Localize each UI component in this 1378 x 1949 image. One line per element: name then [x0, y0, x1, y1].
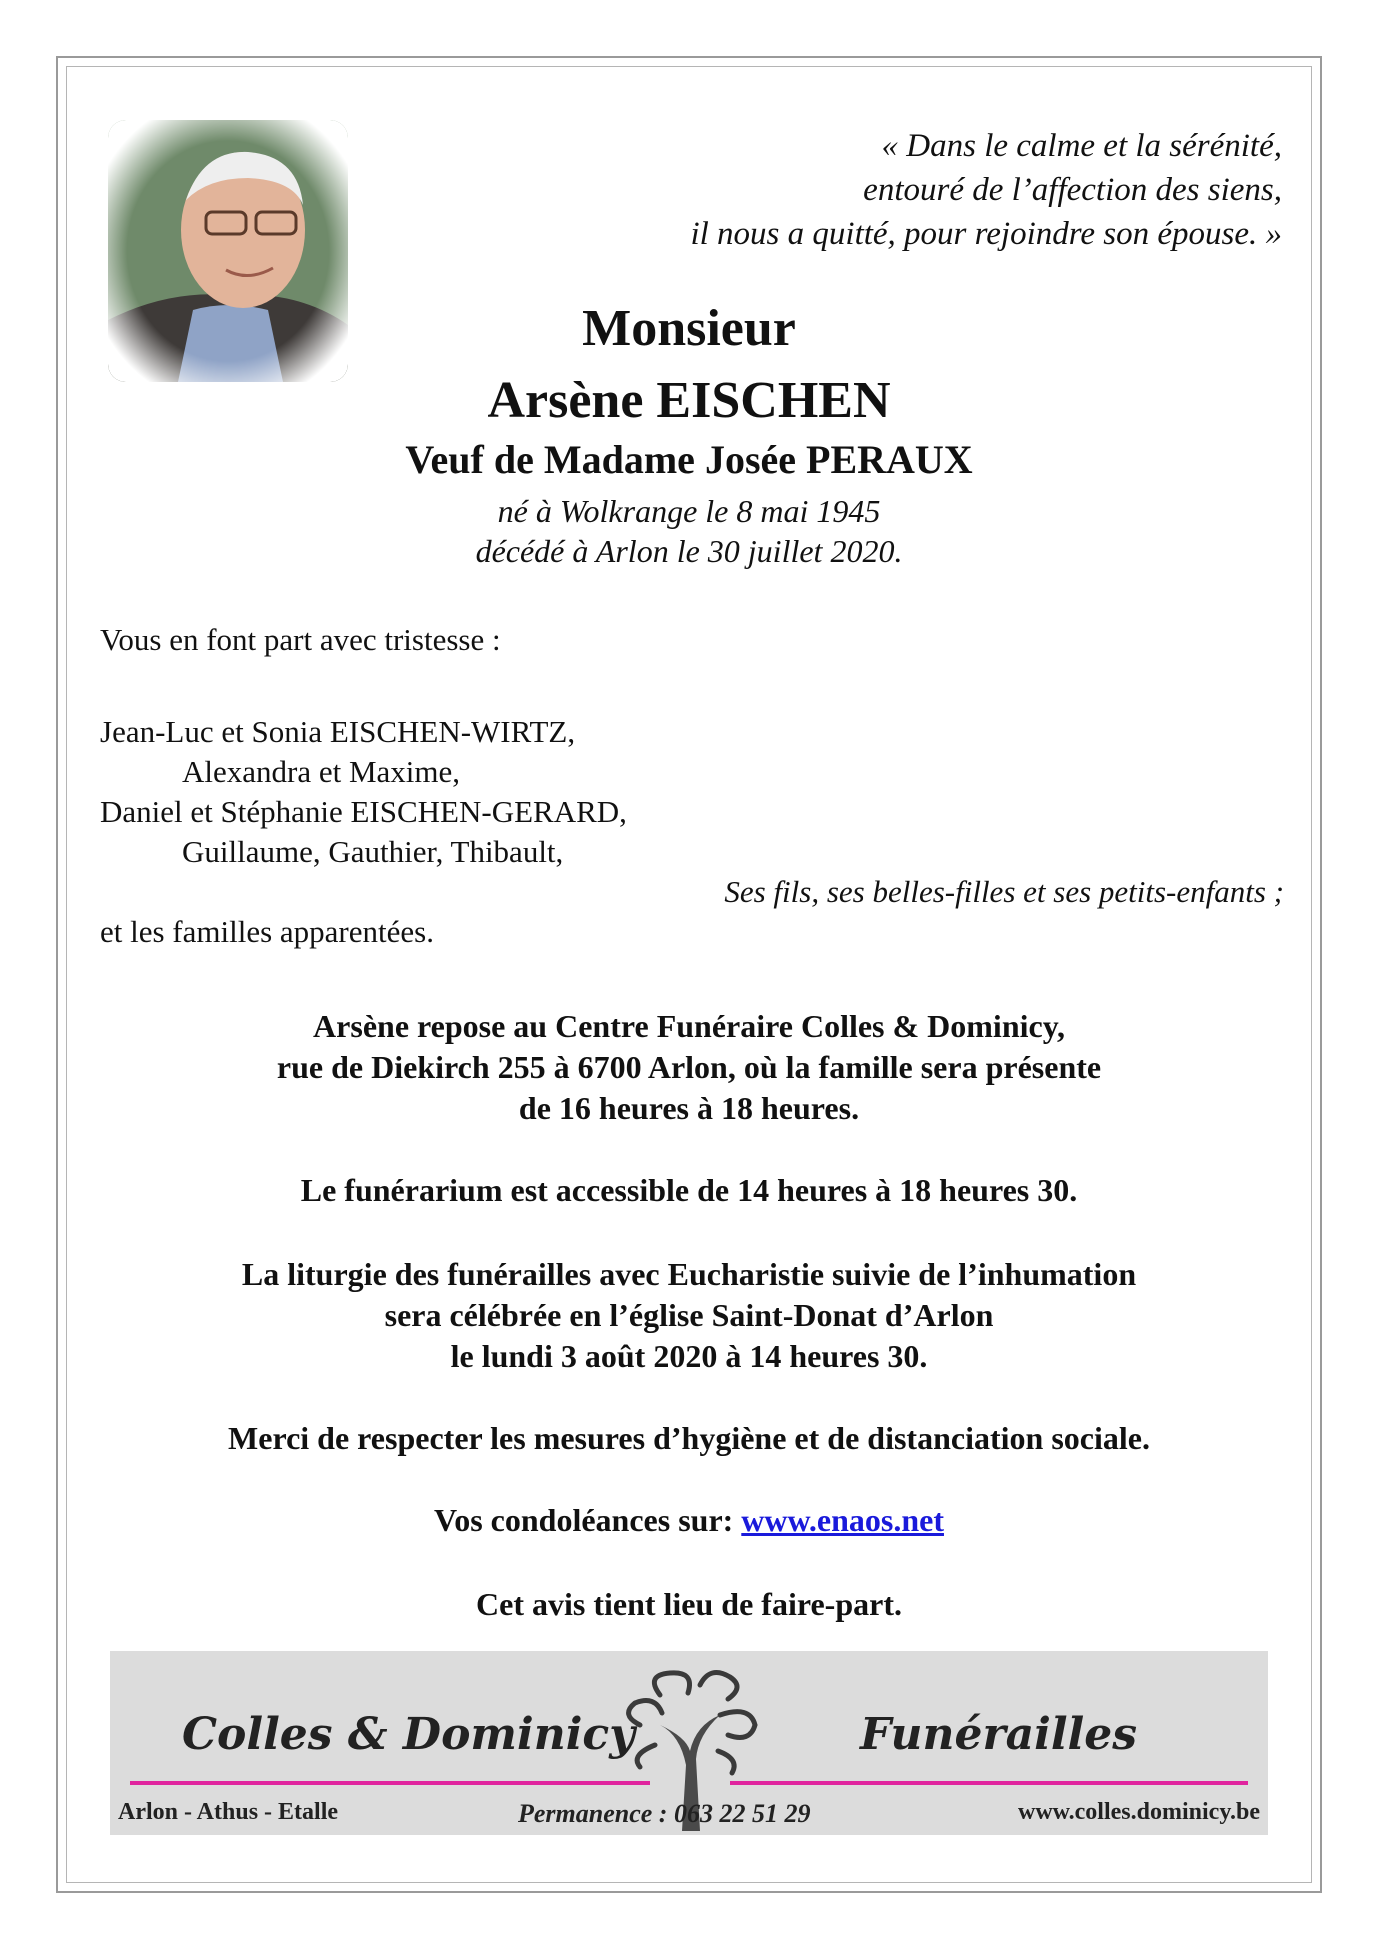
- family-role: Ses fils, ses belles-filles et ses petits-enfants ;: [724, 874, 1284, 909]
- family-line-1: Jean-Luc et Sonia EISCHEN-WIRTZ,: [100, 714, 576, 749]
- notice-line: Cet avis tient lieu de faire-part.: [476, 1586, 902, 1622]
- footer-website[interactable]: www.colles.dominicy.be: [1017, 1799, 1260, 1825]
- brand-name: Colles & Dominicy: [182, 1709, 635, 1760]
- family-line-5: et les familles apparentées.: [100, 914, 434, 949]
- announcement-line: Vous en font part avec tristesse :: [100, 622, 501, 657]
- liturgy-line-3: le lundi 3 août 2020 à 14 heures 30.: [450, 1338, 928, 1374]
- spouse-line: Veuf de Madame Josée PERAUX: [405, 437, 973, 482]
- liturgy-line-2: sera célébrée en l’église Saint-Donat d’Arlon: [384, 1297, 994, 1333]
- condolences-label: Vos condoléances sur:: [434, 1502, 734, 1538]
- liturgy-line-1: La liturgie des funérailles avec Eucharistie suivie de l’inhumation: [241, 1256, 1137, 1292]
- footer-permanence: Permanence : 063 22 51 29: [518, 1799, 811, 1828]
- access-line: Le funérarium est accessible de 14 heures à 18 heures 30.: [300, 1172, 1078, 1208]
- death-line: décédé à Arlon le 30 juillet 2020.: [475, 533, 903, 569]
- condolences-line: [0, 1500, 1378, 1541]
- footer-locations: Arlon - Athus - Etalle: [118, 1799, 339, 1825]
- family-line-4: Guillaume, Gauthier, Thibault,: [182, 834, 564, 869]
- accent-line-right: [730, 1781, 1248, 1785]
- opening-quote: [690, 124, 1282, 256]
- birth-line: né à Wolkrange le 8 mai 1945: [497, 493, 881, 529]
- deceased-name: Arsène EISCHEN: [487, 372, 891, 429]
- accent-line-left: [130, 1781, 650, 1785]
- quote-line-3: il nous a quitté, pour rejoindre son épouse. »: [690, 216, 1282, 252]
- honorific: Monsieur: [582, 300, 796, 357]
- brand-tagline: Funérailles: [860, 1709, 1138, 1760]
- rest-line-2: rue de Diekirch 255 à 6700 Arlon, où la famille sera présente: [276, 1049, 1102, 1085]
- family-line-2: Alexandra et Maxime,: [182, 754, 461, 789]
- hygiene-line: Merci de respecter les mesures d’hygiène et de distanciation sociale.: [228, 1420, 1150, 1456]
- quote-line-2: entouré de l’affection des siens,: [863, 172, 1282, 208]
- family-line-3: Daniel et Stéphanie EISCHEN-GERARD,: [100, 794, 627, 829]
- quote-line-1: « Dans le calme et la sérénité,: [881, 128, 1282, 164]
- rest-line-3: de 16 heures à 18 heures.: [518, 1090, 860, 1126]
- rest-line-1: Arsène repose au Centre Funéraire Colles & Dominicy,: [313, 1008, 1065, 1044]
- funeral-home-footer: [110, 1651, 1268, 1835]
- condolences-link[interactable]: www.enaos.net: [741, 1502, 944, 1538]
